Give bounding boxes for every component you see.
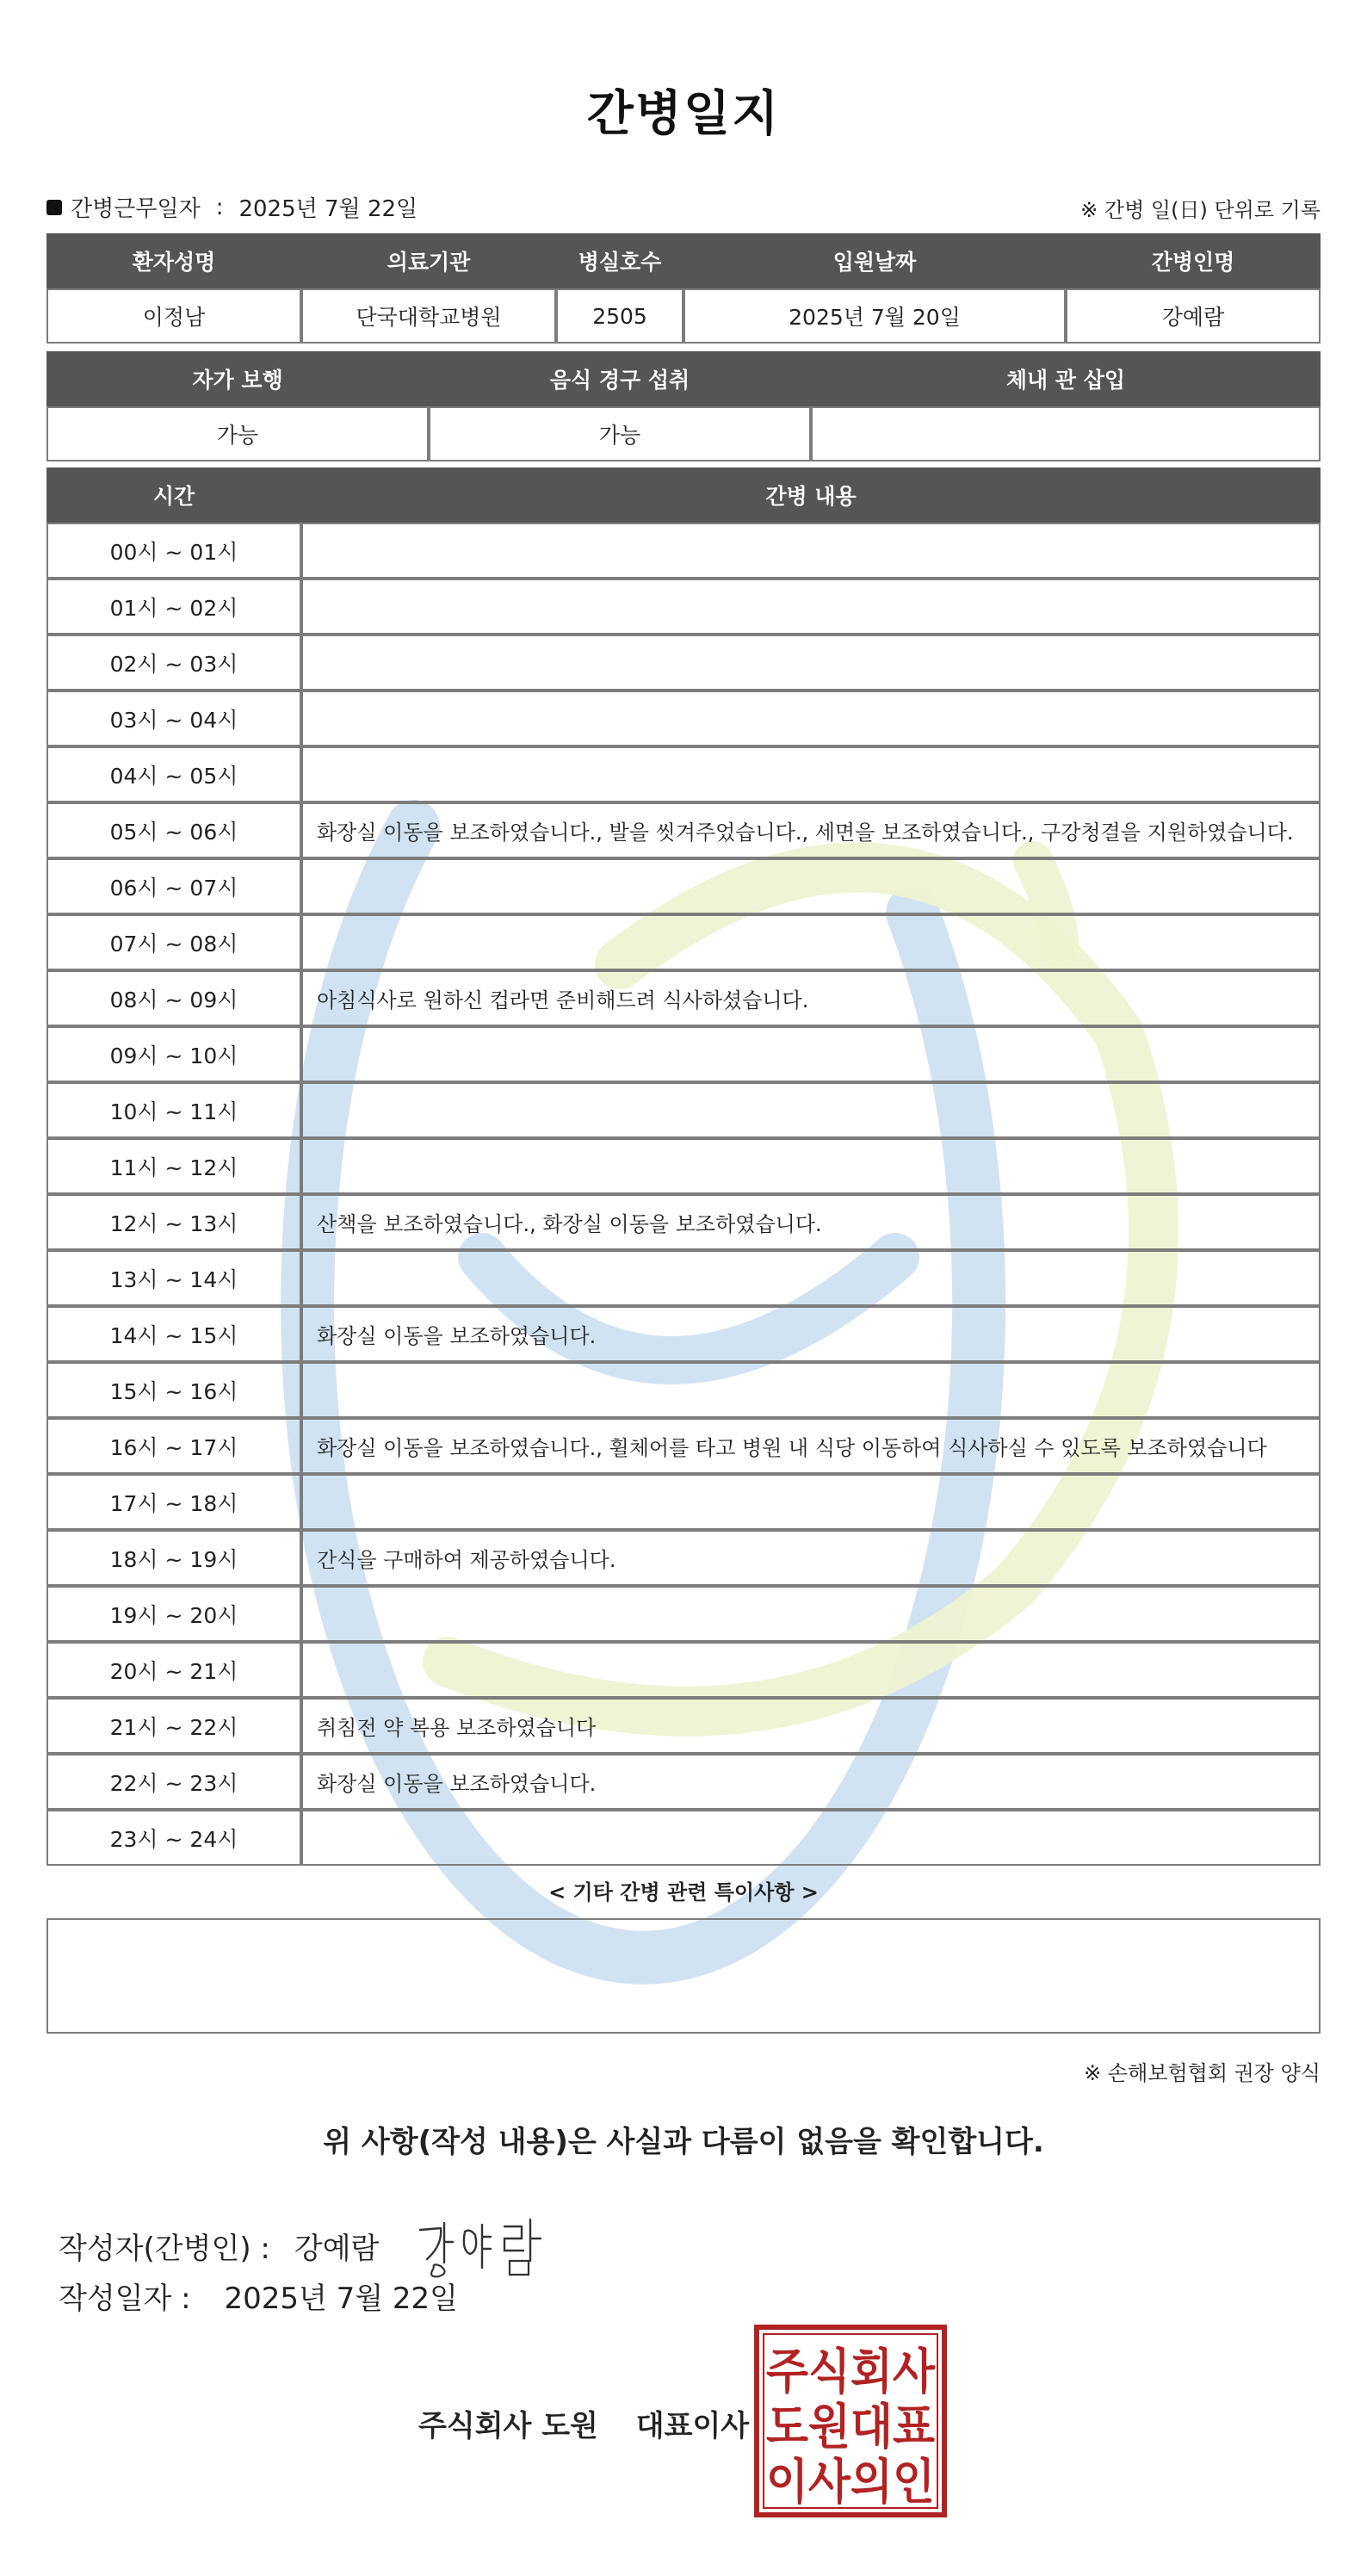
header-admission-date: 입원날짜: [684, 233, 1066, 288]
care-content: [301, 690, 1321, 746]
company-name: 주식회사 도원: [418, 2409, 598, 2443]
header-care-content: 간병 내용: [301, 468, 1321, 523]
care-log-row: [46, 1530, 1321, 1586]
care-log-row: [46, 1362, 1321, 1418]
header-hospital: 의료기관: [301, 233, 556, 288]
care-log-row: [46, 1698, 1321, 1754]
writer-label: 작성자(간병인) :: [59, 2231, 270, 2266]
company-seal-stamp: [754, 2325, 947, 2517]
care-content: [301, 1026, 1321, 1082]
care-log-row: [46, 1082, 1321, 1138]
care-content: [301, 1138, 1321, 1194]
care-content: [301, 579, 1321, 635]
time-slot: 16시 ~ 17시: [46, 1418, 301, 1474]
work-date-value: 2025년 7월 22일: [238, 196, 418, 222]
svg-text:이사의인: 이사의인: [766, 2455, 935, 2511]
care-content: 화장실 이동을 보조하였습니다.: [301, 1306, 1321, 1362]
care-log-row: [46, 690, 1321, 746]
company-rep-title: 대표이사: [635, 2409, 750, 2443]
writer-row: [59, 2211, 561, 2280]
confirmation-statement: 위 사항(작성 내용)은 사실과 다름이 없음을 확인합니다.: [323, 2125, 1044, 2159]
self-walking-value: 가능: [46, 406, 429, 461]
record-note: ※ 간병 일(日) 단위로 기록: [1080, 198, 1321, 222]
room-number: 2505: [556, 288, 684, 344]
patient-info-table: [46, 233, 1321, 344]
time-slot: 10시 ~ 11시: [46, 1082, 301, 1138]
header-time: 시간: [46, 468, 301, 523]
time-slot: 14시 ~ 15시: [46, 1306, 301, 1362]
header-room-number: 병실호수: [556, 233, 684, 288]
writer-name: 강예람: [294, 2231, 380, 2266]
header-oral-intake: 음식 경구 섭취: [429, 351, 811, 406]
care-content: [301, 1082, 1321, 1138]
care-content: [301, 1474, 1321, 1530]
tube-insertion-value: [811, 406, 1321, 461]
care-content: 간식을 구매하여 제공하였습니다.: [301, 1530, 1321, 1586]
svg-text:주식회사: 주식회사: [766, 2344, 936, 2400]
time-slot: 03시 ~ 04시: [46, 690, 301, 746]
time-slot: 11시 ~ 12시: [46, 1138, 301, 1194]
care-log-row: [46, 1586, 1321, 1642]
work-date-colon: :: [215, 194, 224, 220]
time-slot: 23시 ~ 24시: [46, 1810, 301, 1866]
time-slot: 04시 ~ 05시: [46, 746, 301, 802]
header-patient-name: 환자성명: [46, 233, 301, 288]
patient-name: 이정남: [46, 288, 301, 344]
care-log-row: [46, 523, 1321, 579]
care-content: [301, 523, 1321, 579]
care-log-row: [46, 858, 1321, 914]
care-log-row: [46, 1026, 1321, 1082]
care-content: 산책을 보조하였습니다., 화장실 이동을 보조하였습니다.: [301, 1194, 1321, 1250]
time-slot: 19시 ~ 20시: [46, 1586, 301, 1642]
care-log-row: [46, 1250, 1321, 1306]
care-log-row: [46, 914, 1321, 970]
care-log-row: [46, 1418, 1321, 1474]
care-log-body: [46, 523, 1321, 1866]
care-content: 화장실 이동을 보조하였습니다., 발을 씻겨주었습니다., 세면을 보조하였습니다., 구강청결을 지원하였습니다.: [301, 802, 1321, 858]
time-slot: 06시 ~ 07시: [46, 858, 301, 914]
write-date-row: [59, 2275, 458, 2317]
care-content: 화장실 이동을 보조하였습니다.: [301, 1754, 1321, 1810]
notes-box: [46, 1918, 1321, 2034]
care-log-row: [46, 635, 1321, 690]
care-log-row: [46, 1194, 1321, 1250]
care-log-row: [46, 1474, 1321, 1530]
notes-title: < 기타 간병 관련 특이사항 >: [548, 1880, 819, 1904]
care-log-row: [46, 746, 1321, 802]
time-slot: 21시 ~ 22시: [46, 1698, 301, 1754]
care-log-row: [46, 1810, 1321, 1866]
care-log-row: [46, 970, 1321, 1026]
time-slot: 20시 ~ 21시: [46, 1642, 301, 1698]
care-log-row: [46, 1642, 1321, 1698]
work-date-label: 간병근무일자: [71, 196, 201, 222]
time-slot: 13시 ~ 14시: [46, 1250, 301, 1306]
handwritten-signature: [415, 2211, 561, 2280]
time-slot: 18시 ~ 19시: [46, 1530, 301, 1586]
admission-date: 2025년 7월 20일: [684, 288, 1066, 344]
time-slot: 08시 ~ 09시: [46, 970, 301, 1026]
care-log-row: [46, 579, 1321, 635]
care-content: [301, 1250, 1321, 1306]
header-self-walking: 자가 보행: [46, 351, 429, 406]
form-note: ※ 손해보험협회 권장 양식: [1084, 2061, 1321, 2085]
care-log-row: [46, 802, 1321, 858]
time-slot: 07시 ~ 08시: [46, 914, 301, 970]
care-log-row: [46, 1754, 1321, 1810]
care-content: [301, 635, 1321, 690]
time-slot: 05시 ~ 06시: [46, 802, 301, 858]
time-slot: 00시 ~ 01시: [46, 523, 301, 579]
care-log-row: [46, 1306, 1321, 1362]
care-content: 아침식사로 원하신 컵라면 준비해드려 식사하셨습니다.: [301, 970, 1321, 1026]
bullet-square-icon: [46, 200, 62, 215]
header-tube-insertion: 체내 관 삽입: [811, 351, 1321, 406]
time-slot: 17시 ~ 18시: [46, 1474, 301, 1530]
care-content: [301, 746, 1321, 802]
care-content: [301, 914, 1321, 970]
patient-status-table: [46, 351, 1321, 461]
care-content: 취침전 약 복용 보조하였습니다: [301, 1698, 1321, 1754]
time-slot: 22시 ~ 23시: [46, 1754, 301, 1810]
time-slot: 02시 ~ 03시: [46, 635, 301, 690]
time-slot: 12시 ~ 13시: [46, 1194, 301, 1250]
care-content: [301, 858, 1321, 914]
oral-intake-value: 가능: [429, 406, 811, 461]
hospital-name: 단국대학교병원: [301, 288, 556, 344]
time-slot: 09시 ~ 10시: [46, 1026, 301, 1082]
caregiver-name: 강예람: [1066, 288, 1321, 344]
time-slot: 15시 ~ 16시: [46, 1362, 301, 1418]
care-content: [301, 1586, 1321, 1642]
company-row: [418, 2402, 749, 2444]
time-slot: 01시 ~ 02시: [46, 579, 301, 635]
svg-text:도원대표: 도원대표: [766, 2400, 935, 2455]
care-log-table: [46, 468, 1321, 1866]
header-caregiver-name: 간병인명: [1066, 233, 1321, 288]
care-content: [301, 1642, 1321, 1698]
care-content: [301, 1362, 1321, 1418]
work-date-row: [46, 191, 418, 223]
write-date-label: 작성일자 :: [59, 2282, 191, 2316]
document-title: 간병일지: [586, 86, 781, 142]
write-date-value: 2025년 7월 22일: [224, 2282, 459, 2316]
care-content: 화장실 이동을 보조하였습니다., 휠체어를 타고 병원 내 식당 이동하여 식사하실 수 있도록 보조하였습니다: [301, 1418, 1321, 1474]
care-content: [301, 1810, 1321, 1866]
care-log-row: [46, 1138, 1321, 1194]
